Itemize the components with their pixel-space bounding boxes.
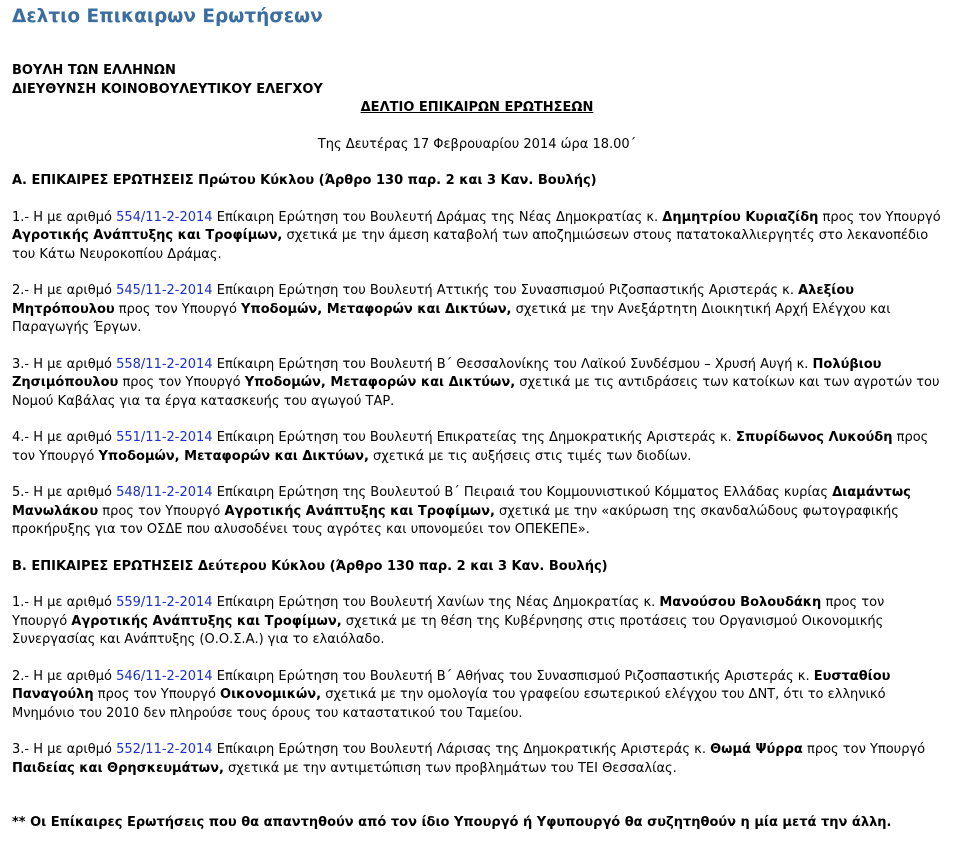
question-ref-link[interactable]: 548/11-2-2014: [116, 485, 213, 500]
section-b-heading: Β. ΕΠΙΚΑΙΡΕΣ ΕΡΩΤΗΣΕΙΣ Δεύτερου Κύκλου (Άρθρο 130 παρ. 2 και 3 Καν. Βουλής): [12, 558, 608, 574]
mp-name: Σπυρίδωνος Λυκούδη: [735, 430, 893, 445]
page-title: Δελτιο Επικαιρων Ερωτήσεων: [12, 6, 323, 27]
ministry-name: Αγροτικής Ανάπτυξης και Τροφίμων,: [12, 228, 283, 243]
mp-name: Αλεξίου Μητρόπουλου: [12, 283, 855, 317]
question-item: 3.- Η με αριθμό 552/11-2-2014 Επίκαιρη Ερώτηση του Βουλευτή Λάρισας της Δημοκρατικής Αριστεράς κ. Θωμά Ψύρρα προς τον Υπουργό Παιδείας και Θρησκευμάτων, σχετικά με την αντιμετώπιση των προβλημάτων του ΤΕΙ Θεσσαλίας.: [12, 742, 926, 776]
question-item: 2.- Η με αριθμό 545/11-2-2014 Επίκαιρη Ερώτηση του Βουλευτή Αττικής του Συνασπισμού Ριζοσπαστικής Αριστεράς κ. Αλεξίου Μητρόπουλου προς τον Υπουργό Υποδομών, Μεταφορών και Δικτύων, σχετικά με την Ανεξάρτητη Διοικητική Αρχή Ελέγχου και Παραγωγής Έργων.: [12, 283, 891, 335]
session-date: Της Δευτέρας 17 Φεβρουαρίου 2014 ώρα 18.00΄: [317, 136, 637, 152]
question-ref-link[interactable]: 551/11-2-2014: [116, 430, 213, 445]
question-item: 1.- Η με αριθμό 554/11-2-2014 Επίκαιρη Ερώτηση του Βουλευτή Δράμας της Νέας Δημοκρατίας κ. Δημητρίου Κυριαζίδη προς τον Υπουργό Αγροτικής Ανάπτυξης και Τροφίμων, σχετικά με την άμεση καταβολή των αποζημιώσεων στους πατατοκαλλιεργητές στο λεκανοπέδιο του Κάτω Νευροκοπίου Δράμας.: [12, 209, 941, 262]
mp-name: Ευσταθίου Παναγούλη: [12, 668, 891, 702]
ministry-name: Αγροτικής Ανάπτυξης και Τροφίμων,: [71, 613, 342, 629]
section-a-heading: Α. ΕΠΙΚΑΙΡΕΣ ΕΡΩΤΗΣΕΙΣ Πρώτου Κύκλου (Άρθρο 130 παρ. 2 και 3 Καν. Βουλής): [12, 173, 597, 188]
bulletin-title: ΔΕΛΤΙΟ ΕΠΙΚΑΙΡΩΝ ΕΡΩΤΗΣΕΩΝ: [360, 100, 594, 115]
question-item: 5.- Η με αριθμό 548/11-2-2014 Επίκαιρη Ερώτηση της Βουλευτού Β΄ Πειραιά του Κομμουνιστικού Κόμματος Ελλάδας κυρίας Διαμάντως Μανωλάκου προς τον Υπουργό Αγροτικής Ανάπτυξης και Τροφίμων, σχετικά με την «ακύρωση της σκανδαλώδους φωτογραφικής προκήρυξης για τον ΟΣΔΕ που αλυσοδένει τους αγρότες και υπονομεύει τον ΟΠΕΚΕΠΕ».: [12, 485, 911, 537]
question-ref-link[interactable]: 558/11-2-2014: [116, 356, 213, 372]
mp-name: Θωμά Ψύρρα: [710, 742, 803, 757]
question-ref-link[interactable]: 545/11-2-2014: [116, 283, 213, 298]
ministry-name: Αγροτικής Ανάπτυξης και Τροφίμων,: [224, 503, 495, 519]
question-item: 1.- Η με αριθμό 559/11-2-2014 Επίκαιρη Ερώτηση του Βουλευτή Χανίων της Νέας Δημοκρατίας κ. Μανούσου Βολουδάκη προς τον Υπουργό Αγροτικής Ανάπτυξης και Τροφίμων, σχετικά με τη θέση της Κυβέρνησης στις προτάσεις του Οργανισμού Οικονομικής Συνεργασίας και Ανάπτυξης (Ο.Ο.Σ.Α.) για το ελαιόλαδο.: [12, 595, 885, 647]
ministry-name: Υποδομών, Μεταφορών και Δικτύων,: [241, 301, 512, 317]
ministry-name: Υποδομών, Μεταφορών και Δικτύων,: [244, 375, 516, 390]
footer-note: ** Οι Επίκαιρες Ερωτήσεις που θα απαντηθούν από τον ίδιο Υπουργό ή Υφυπουργό θα συζητηθούν η μία μετά την άλλη.: [12, 815, 892, 830]
mp-name: Μανούσου Βολουδάκη: [659, 595, 822, 610]
question-item: 4.- Η με αριθμό 551/11-2-2014 Επίκαιρη Ερώτηση του Βουλευτή Επικρατείας της Δημοκρατικής Αριστεράς κ. Σπυρίδωνος Λυκούδη προς τον Υπουργό Υποδομών, Μεταφορών και Δικτύων, σχετικά με τις αυξήσεις στις τιμές των διοδίων.: [12, 430, 929, 464]
ministry-name: Υποδομών, Μεταφορών και Δικτύων,: [98, 448, 369, 464]
mp-name: Διαμάντως Μανωλάκου: [12, 485, 911, 519]
question-ref-link[interactable]: 546/11-2-2014: [116, 668, 213, 684]
bulletin-content: [12, 62, 942, 833]
question-ref-link[interactable]: 554/11-2-2014: [116, 209, 213, 225]
question-item: 3.- Η με αριθμό 558/11-2-2014 Επίκαιρη Ερώτηση του Βουλευτή Β΄ Θεσσαλονίκης του Λαϊκού Συνδέσμου – Χρυσή Αυγή κ. Πολύβιου Ζησιμόπουλου προς τον Υπουργό Υποδομών, Μεταφορών και Δικτύων, σχετικά με τις αντιδράσεις των κατοίκων και των αγροτών του Νομού Καβάλας για τα έργα κατασκευής του αγωγού ΤΑΡ.: [12, 356, 940, 409]
question-item: 2.- Η με αριθμό 546/11-2-2014 Επίκαιρη Ερώτηση του Βουλευτή Β΄ Αθήνας του Συνασπισμού Ριζοσπαστικής Αριστεράς κ. Ευσταθίου Παναγούλη προς τον Υπουργό Οικονομικών, σχετικά με την ομολογία του γραφείου εσωτερικού ελέγχου του ΔΝΤ, ότι το ελληνικό Μνημόνιο του 2010 δεν πληρούσε τους όρους του καταστατικού του Ταμείου.: [12, 668, 891, 721]
directorate-name: ΔΙΕΥΘΥΝΣΗ ΚΟΙΝΟΒΟΥΛΕΥΤΙΚΟΥ ΕΛΕΓΧΟΥ: [12, 81, 323, 97]
ministry-name: Παιδείας και Θρησκευμάτων,: [12, 760, 224, 776]
mp-name: Πολύβιου Ζησιμόπουλου: [12, 356, 882, 390]
mp-name: Δημητρίου Κυριαζίδη: [662, 209, 819, 225]
ministry-name: Οικονομικών,: [220, 687, 322, 702]
parliament-name: ΒΟΥΛΗ ΤΩΝ ΕΛΛΗΝΩΝ: [12, 63, 176, 78]
question-ref-link[interactable]: 559/11-2-2014: [116, 595, 213, 610]
question-ref-link[interactable]: 552/11-2-2014: [116, 742, 213, 757]
